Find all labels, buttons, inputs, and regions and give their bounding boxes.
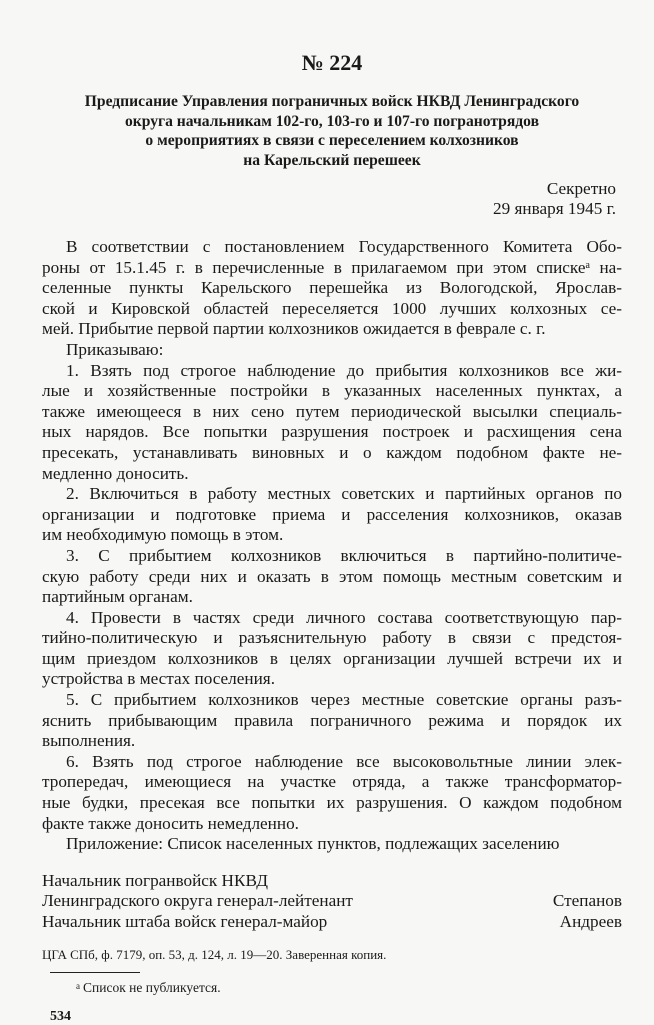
text-line: роны от 15.1.45 г. в перечисленные в прилагаемом при этом списке$^а$ на-: [42, 257, 622, 277]
archive-source: ЦГА СПб, ф. 7179, оп. 53, д. 124, л. 19—20. Заверенная копия.: [42, 946, 387, 962]
text-line: партийным органам.: [42, 587, 193, 607]
text-line: факте также доносить немедленно.: [42, 813, 299, 833]
document-date: 29 января 1945 г.: [493, 199, 616, 218]
text-line: 3. С прибытием колхозников включиться в партийно-политиче-: [66, 545, 622, 565]
document-body: [42, 237, 622, 855]
paragraph: [42, 361, 622, 485]
classification-mark: Секретно: [546, 179, 616, 198]
text-line: устройства в местах поселения.: [42, 669, 275, 689]
text-line: селенные пункты Карельского перешейка из Вологодской, Ярослав-: [42, 278, 622, 298]
header-meta: [42, 179, 616, 219]
text-line: Приложение: Список населенных пунктов, подлежащих заселению: [66, 834, 560, 854]
signature-block: [42, 871, 622, 933]
paragraph: [42, 237, 622, 340]
text-line: пресекать, устанавливать виновных и о каждом подобном факте не-: [42, 442, 622, 462]
title-line: на Карельский перешеек: [243, 151, 421, 169]
text-line: яснить прибывающим правила пограничного режима и порядок их: [42, 710, 622, 730]
text-line: ской и Кировской областей переселяется 1000 лучших колхозных се-: [42, 298, 622, 318]
text-line: В соответствии с постановлением Государственного Комитета Обо-: [66, 237, 622, 256]
title-line: округа начальникам 102-го, 103-го и 107-го погранотрядов: [124, 112, 540, 130]
footnote-text: Список не публикуется.: [83, 979, 221, 995]
text-line: 6. Взять под строгое наблюдение все высоковольтные линии элек-: [66, 751, 622, 771]
text-line: ные будки, пресекая все попытки их разрушения. О каждом подобном: [42, 793, 622, 813]
text-line: 4. Провести в частях среди личного состава соответствующую пар-: [66, 607, 622, 627]
footnote: [76, 979, 622, 996]
paragraph: [42, 752, 622, 834]
signatory-name: Андреев: [559, 912, 622, 931]
paragraph: [42, 834, 622, 855]
text-line: лые и хозяйственные постройки в указанных населенных пунктах, а: [42, 381, 622, 401]
text-line: выполнения.: [42, 731, 136, 751]
footnote-mark: а: [76, 980, 80, 991]
text-line: мей. Прибытие первой партии колхозников ожидается в феврале с. г.: [42, 319, 546, 339]
text-line: организации и подготовке приема и расселения колхозников, оказав: [42, 504, 622, 524]
paragraph: [42, 608, 622, 690]
paragraph: [42, 484, 622, 546]
text-line: 5. С прибытием колхозников через местные советские органы разъ-: [66, 690, 622, 710]
text-line: тропередач, имеющиеся на участке отряда, а также трансформатор-: [42, 772, 622, 792]
signature-row: [42, 891, 622, 912]
text-line: 1. Взять под строгое наблюдение до прибытия колхозников все жи-: [66, 360, 622, 380]
text-line: медленно доносить.: [42, 463, 189, 483]
paragraph: [42, 340, 622, 361]
footnote-divider: [50, 972, 140, 973]
paragraph: [42, 546, 622, 608]
document-title: [42, 92, 622, 170]
signatory-position: Начальник погранвойск НКВД: [42, 870, 268, 890]
text-line: также имеющееся в них сено путем периодической высылки специаль-: [42, 401, 622, 421]
text-line: щим приездом колхозников в целях организации лучшей встречи их и: [42, 648, 622, 668]
text-line: им необходимую помощь в этом.: [42, 525, 284, 545]
title-line: о мероприятиях в связи с переселением колхозников: [145, 132, 519, 149]
paragraph: [42, 690, 622, 752]
footnote-reference: а: [585, 259, 590, 271]
page-number: 534: [50, 1008, 71, 1024]
document-number: № 224: [301, 50, 363, 75]
text-line: Приказываю:: [66, 339, 164, 359]
text-line: 2. Включиться в работу местных советских и партийных органов по: [66, 484, 622, 504]
title-line: Предписание Управления пограничных войск НКВД Ленинградского: [84, 93, 580, 110]
text-line: тийно-политическую и разъяснительную работу в связи с предстоя-: [42, 628, 622, 648]
signatory-position: Ленинградского округа генерал-лейтенант: [42, 891, 353, 911]
signature-row: [42, 871, 622, 892]
text-line: скую работу среди них и оказать в этом помощь местным советским и: [42, 566, 622, 586]
text-line: ных нарядов. Все попытки разрушения построек и расхищения сена: [42, 422, 622, 442]
signature-row: [42, 912, 622, 933]
signatory-position: Начальник штаба войск генерал-майор: [42, 912, 328, 931]
signatory-name: Степанов: [552, 891, 622, 911]
